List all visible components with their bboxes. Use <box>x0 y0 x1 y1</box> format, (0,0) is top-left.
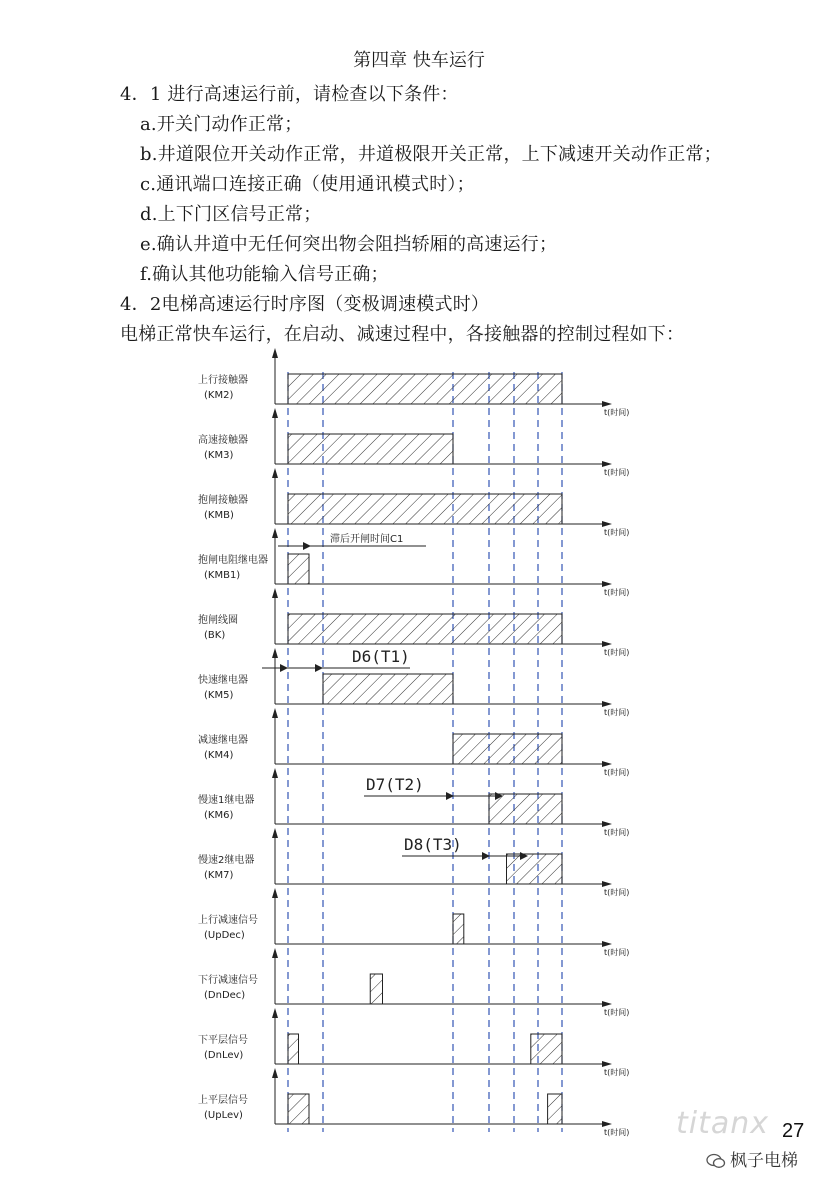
watermark-text: titanx <box>676 1106 770 1141</box>
time-axis-arrowhead <box>602 581 612 587</box>
time-axis-label: t(时间) <box>604 1128 630 1137</box>
time-axis-label: t(时间) <box>604 948 630 957</box>
signal-row <box>198 588 629 657</box>
signal-pulse <box>453 914 464 944</box>
signal-pulse <box>288 554 309 584</box>
signal-name: 上行减速信号 <box>198 915 258 926</box>
signal-code: (UpDec) <box>204 930 245 941</box>
signal-code: (KM6) <box>204 810 234 821</box>
y-axis-arrowhead <box>272 468 278 478</box>
signal-row <box>198 948 629 1017</box>
signal-row <box>198 888 629 957</box>
signal-row <box>198 408 629 477</box>
signal-name: 抱闸线圈 <box>198 615 238 626</box>
time-axis-arrowhead <box>602 701 612 707</box>
y-axis-arrowhead <box>272 828 278 838</box>
signal-row <box>198 648 629 717</box>
y-axis-arrowhead <box>272 888 278 898</box>
signal-pulse <box>288 1034 299 1064</box>
signal-code: (KMB) <box>204 510 234 521</box>
signal-name: 减速继电器 <box>198 735 248 746</box>
time-axis-label: t(时间) <box>604 528 630 537</box>
y-axis-arrowhead <box>272 1008 278 1018</box>
signal-pulse <box>489 794 562 824</box>
y-axis-arrowhead <box>272 648 278 658</box>
signal-pulse <box>288 494 562 524</box>
time-axis-arrowhead <box>602 521 612 527</box>
signal-row <box>198 708 629 777</box>
wechat-account-name: 枫子电梯 <box>730 1151 798 1171</box>
signal-code: (DnDec) <box>204 990 246 1001</box>
time-axis-arrowhead <box>602 1001 612 1007</box>
condition-b: b.井道限位开关动作正常，井道极限开关正常，上下减速开关动作正常； <box>140 144 722 165</box>
section-4-2-heading: 4．2电梯高速运行时序图（变极调速模式时） <box>120 294 490 315</box>
time-axis-label: t(时间) <box>604 708 630 717</box>
signal-row <box>198 1008 629 1077</box>
condition-f: f.确认其他功能输入信号正确； <box>140 264 389 285</box>
signal-name: 上行接触器 <box>198 375 248 386</box>
y-axis-arrowhead <box>272 768 278 778</box>
y-axis-arrowhead <box>272 588 278 598</box>
time-axis-label: t(时间) <box>604 648 630 657</box>
time-axis-label: t(时间) <box>604 1068 630 1077</box>
signal-code: (KM3) <box>204 450 234 461</box>
signal-pulse <box>288 1094 309 1124</box>
signal-pulse <box>453 734 562 764</box>
y-axis-arrowhead <box>272 528 278 538</box>
signal-row <box>198 1068 629 1137</box>
signal-code: (KM2) <box>204 390 234 401</box>
signal-pulse <box>288 374 562 404</box>
time-axis-arrowhead <box>602 401 612 407</box>
d7-label: D7(T2) <box>366 775 424 794</box>
time-axis-arrowhead <box>602 821 612 827</box>
d6-label: D6(T1) <box>352 647 410 666</box>
time-axis-arrowhead <box>602 1061 612 1067</box>
time-axis-label: t(时间) <box>604 768 630 777</box>
time-axis-arrowhead <box>602 941 612 947</box>
y-axis-arrowhead <box>272 708 278 718</box>
signal-pulse <box>370 974 382 1004</box>
d8-label: D8(T3) <box>404 835 462 854</box>
signal-row <box>198 528 629 597</box>
y-axis-arrowhead <box>272 948 278 958</box>
signal-name: 快速继电器 <box>198 675 248 686</box>
time-axis-arrowhead <box>602 761 612 767</box>
signal-name: 抱闸接触器 <box>198 495 248 506</box>
signal-name: 慢速2继电器 <box>198 855 255 866</box>
wechat-icon <box>706 1153 726 1169</box>
signal-code: (KM7) <box>204 870 234 881</box>
c1-label: 滞后开闸时间C1 <box>330 534 404 545</box>
signal-row <box>198 348 629 417</box>
signal-name: 抱闸电阻继电器 <box>198 555 268 566</box>
signal-pulse <box>288 614 562 644</box>
signal-pulse <box>548 1094 562 1124</box>
signal-pulse <box>323 674 453 704</box>
signal-pulse <box>507 854 563 884</box>
signal-code: (KMB1) <box>204 570 241 581</box>
time-axis-arrowhead <box>602 1121 612 1127</box>
signal-pulse <box>531 1034 562 1064</box>
signal-name: 上平层信号 <box>198 1095 248 1106</box>
signal-code: (BK) <box>204 630 226 641</box>
signal-code: (DnLev) <box>204 1050 244 1061</box>
diagram-intro: 电梯正常快车运行，在启动、减速过程中，各接触器的控制过程如下： <box>120 324 685 345</box>
signal-name: 慢速1继电器 <box>198 795 255 806</box>
time-axis-arrowhead <box>602 641 612 647</box>
condition-a: a.开关门动作正常； <box>140 114 303 135</box>
signal-name: 下平层信号 <box>198 1035 248 1046</box>
signal-code: (KM4) <box>204 750 234 761</box>
wechat-account-mark <box>706 1146 798 1171</box>
y-axis-arrowhead <box>272 408 278 418</box>
time-axis-label: t(时间) <box>604 468 630 477</box>
y-axis-arrowhead <box>272 348 278 358</box>
time-axis-label: t(时间) <box>604 408 630 417</box>
signal-pulse <box>288 434 453 464</box>
condition-e: e.确认井道中无任何突出物会阻挡轿厢的高速运行； <box>140 234 558 255</box>
condition-d: d.上下门区信号正常； <box>140 204 322 225</box>
section-4-1-heading: 4．1 进行高速运行前，请检查以下条件： <box>120 84 459 105</box>
signal-name: 下行减速信号 <box>198 975 258 986</box>
y-axis-arrowhead <box>272 1068 278 1078</box>
time-axis-label: t(时间) <box>604 828 630 837</box>
page-number: 27 <box>782 1120 805 1142</box>
signal-code: (KM5) <box>204 690 234 701</box>
time-axis-label: t(时间) <box>604 888 630 897</box>
time-axis-label: t(时间) <box>604 1008 630 1017</box>
signal-row <box>198 468 629 537</box>
time-axis-arrowhead <box>602 881 612 887</box>
time-axis-label: t(时间) <box>604 588 630 597</box>
signal-name: 高速接触器 <box>198 435 248 446</box>
signal-code: (UpLev) <box>204 1110 243 1121</box>
condition-c: c.通讯端口连接正确（使用通讯模式时）； <box>140 174 475 195</box>
time-axis-arrowhead <box>602 461 612 467</box>
chapter-title: 第四章 快车运行 <box>353 50 485 71</box>
